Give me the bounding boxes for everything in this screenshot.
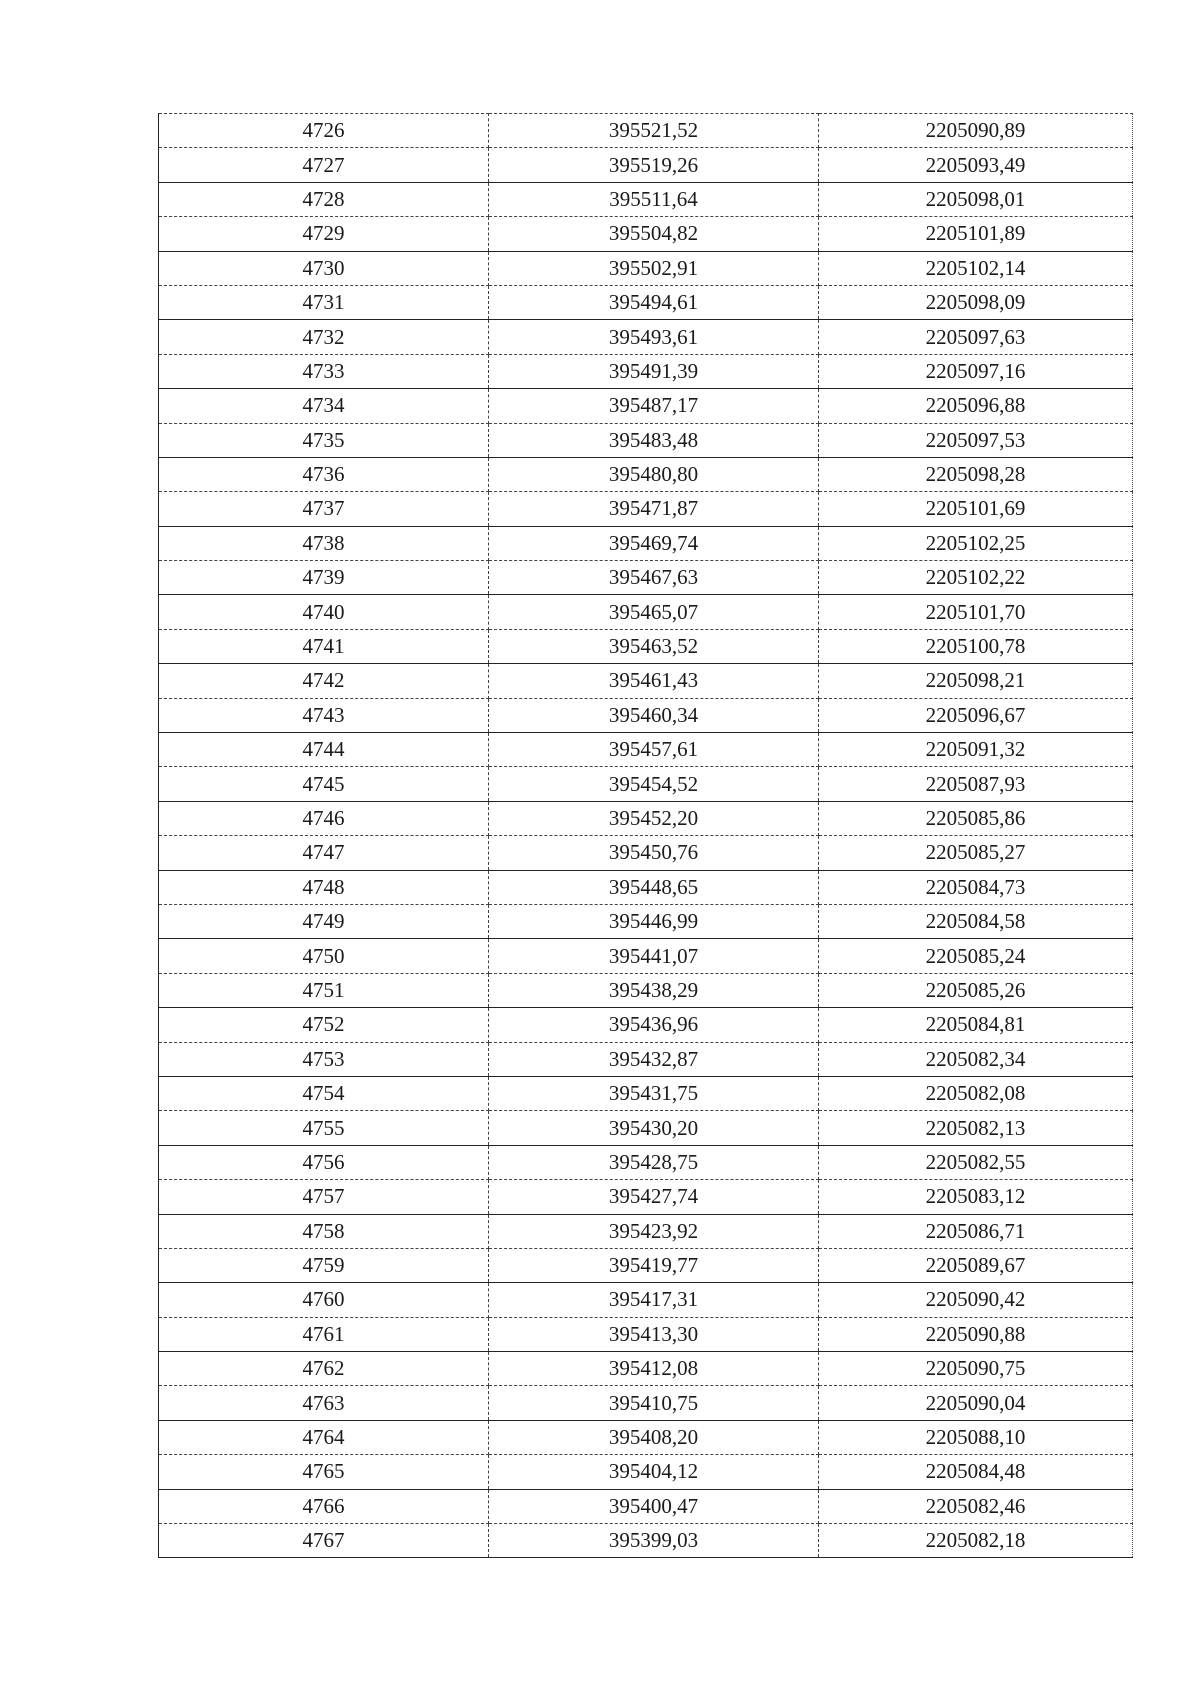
point-number-cell: 4753 [159, 1042, 489, 1076]
x-coordinate-cell: 395404,12 [489, 1455, 819, 1489]
x-coordinate-cell: 395427,74 [489, 1180, 819, 1214]
point-number-cell: 4752 [159, 1008, 489, 1042]
table-row [159, 1455, 1133, 1489]
table-row [159, 423, 1133, 457]
table-row [159, 148, 1133, 182]
table-row [159, 1489, 1133, 1523]
table-row [159, 698, 1133, 732]
point-number-cell: 4756 [159, 1145, 489, 1179]
x-coordinate-cell: 395410,75 [489, 1386, 819, 1420]
point-number-cell: 4731 [159, 285, 489, 319]
x-coordinate-cell: 395502,91 [489, 251, 819, 285]
table-row [159, 1180, 1133, 1214]
x-coordinate-cell: 395504,82 [489, 217, 819, 251]
x-coordinate-cell: 395412,08 [489, 1352, 819, 1386]
point-number-cell: 4736 [159, 457, 489, 491]
x-coordinate-cell: 395491,39 [489, 354, 819, 388]
x-coordinate-cell: 395448,65 [489, 870, 819, 904]
x-coordinate-cell: 395480,80 [489, 457, 819, 491]
y-coordinate-cell: 2205086,71 [819, 1214, 1133, 1248]
point-number-cell: 4727 [159, 148, 489, 182]
y-coordinate-cell: 2205082,34 [819, 1042, 1133, 1076]
y-coordinate-cell: 2205082,46 [819, 1489, 1133, 1523]
y-coordinate-cell: 2205088,10 [819, 1420, 1133, 1454]
point-number-cell: 4744 [159, 733, 489, 767]
table-row [159, 1214, 1133, 1248]
point-number-cell: 4737 [159, 492, 489, 526]
y-coordinate-cell: 2205084,48 [819, 1455, 1133, 1489]
table-row [159, 939, 1133, 973]
x-coordinate-cell: 395413,30 [489, 1317, 819, 1351]
y-coordinate-cell: 2205085,86 [819, 801, 1133, 835]
table-row [159, 767, 1133, 801]
table-row [159, 870, 1133, 904]
y-coordinate-cell: 2205101,70 [819, 595, 1133, 629]
table-row [159, 1248, 1133, 1282]
x-coordinate-cell: 395471,87 [489, 492, 819, 526]
y-coordinate-cell: 2205090,42 [819, 1283, 1133, 1317]
y-coordinate-cell: 2205082,18 [819, 1524, 1133, 1558]
x-coordinate-cell: 395521,52 [489, 114, 819, 148]
y-coordinate-cell: 2205084,73 [819, 870, 1133, 904]
table-row [159, 664, 1133, 698]
x-coordinate-cell: 395438,29 [489, 973, 819, 1007]
x-coordinate-cell: 395487,17 [489, 389, 819, 423]
y-coordinate-cell: 2205089,67 [819, 1248, 1133, 1282]
x-coordinate-cell: 395400,47 [489, 1489, 819, 1523]
point-number-cell: 4751 [159, 973, 489, 1007]
table-row [159, 217, 1133, 251]
y-coordinate-cell: 2205082,55 [819, 1145, 1133, 1179]
table-row [159, 836, 1133, 870]
table-row [159, 114, 1133, 148]
y-coordinate-cell: 2205082,13 [819, 1111, 1133, 1145]
table-row [159, 1420, 1133, 1454]
y-coordinate-cell: 2205101,89 [819, 217, 1133, 251]
x-coordinate-cell: 395408,20 [489, 1420, 819, 1454]
table-row [159, 973, 1133, 1007]
y-coordinate-cell: 2205084,81 [819, 1008, 1133, 1042]
y-coordinate-cell: 2205096,88 [819, 389, 1133, 423]
y-coordinate-cell: 2205102,22 [819, 561, 1133, 595]
point-number-cell: 4738 [159, 526, 489, 560]
point-number-cell: 4739 [159, 561, 489, 595]
x-coordinate-cell: 395436,96 [489, 1008, 819, 1042]
table-row [159, 492, 1133, 526]
point-number-cell: 4741 [159, 629, 489, 663]
point-number-cell: 4728 [159, 182, 489, 216]
table-row [159, 561, 1133, 595]
x-coordinate-cell: 395452,20 [489, 801, 819, 835]
point-number-cell: 4747 [159, 836, 489, 870]
y-coordinate-cell: 2205102,14 [819, 251, 1133, 285]
x-coordinate-cell: 395511,64 [489, 182, 819, 216]
x-coordinate-cell: 395419,77 [489, 1248, 819, 1282]
table-row [159, 595, 1133, 629]
point-number-cell: 4734 [159, 389, 489, 423]
y-coordinate-cell: 2205082,08 [819, 1076, 1133, 1110]
x-coordinate-cell: 395454,52 [489, 767, 819, 801]
x-coordinate-cell: 395450,76 [489, 836, 819, 870]
point-number-cell: 4742 [159, 664, 489, 698]
point-number-cell: 4740 [159, 595, 489, 629]
y-coordinate-cell: 2205098,01 [819, 182, 1133, 216]
y-coordinate-cell: 2205090,75 [819, 1352, 1133, 1386]
x-coordinate-cell: 395428,75 [489, 1145, 819, 1179]
y-coordinate-cell: 2205100,78 [819, 629, 1133, 663]
y-coordinate-cell: 2205098,21 [819, 664, 1133, 698]
x-coordinate-cell: 395465,07 [489, 595, 819, 629]
x-coordinate-cell: 395460,34 [489, 698, 819, 732]
x-coordinate-cell: 395441,07 [489, 939, 819, 973]
y-coordinate-cell: 2205085,26 [819, 973, 1133, 1007]
y-coordinate-cell: 2205083,12 [819, 1180, 1133, 1214]
x-coordinate-cell: 395430,20 [489, 1111, 819, 1145]
point-number-cell: 4758 [159, 1214, 489, 1248]
point-number-cell: 4750 [159, 939, 489, 973]
point-number-cell: 4726 [159, 114, 489, 148]
x-coordinate-cell: 395461,43 [489, 664, 819, 698]
x-coordinate-cell: 395493,61 [489, 320, 819, 354]
y-coordinate-cell: 2205085,24 [819, 939, 1133, 973]
coordinates-table-body [159, 114, 1133, 1558]
y-coordinate-cell: 2205101,69 [819, 492, 1133, 526]
y-coordinate-cell: 2205091,32 [819, 733, 1133, 767]
y-coordinate-cell: 2205087,93 [819, 767, 1133, 801]
point-number-cell: 4755 [159, 1111, 489, 1145]
table-row [159, 1317, 1133, 1351]
point-number-cell: 4760 [159, 1283, 489, 1317]
y-coordinate-cell: 2205096,67 [819, 698, 1133, 732]
x-coordinate-cell: 395463,52 [489, 629, 819, 663]
table-row [159, 1111, 1133, 1145]
point-number-cell: 4746 [159, 801, 489, 835]
x-coordinate-cell: 395519,26 [489, 148, 819, 182]
point-number-cell: 4729 [159, 217, 489, 251]
point-number-cell: 4766 [159, 1489, 489, 1523]
table-row [159, 1386, 1133, 1420]
table-row [159, 285, 1133, 319]
y-coordinate-cell: 2205097,53 [819, 423, 1133, 457]
point-number-cell: 4767 [159, 1524, 489, 1558]
table-row [159, 182, 1133, 216]
table-row [159, 629, 1133, 663]
x-coordinate-cell: 395467,63 [489, 561, 819, 595]
point-number-cell: 4749 [159, 904, 489, 938]
point-number-cell: 4764 [159, 1420, 489, 1454]
y-coordinate-cell: 2205098,09 [819, 285, 1133, 319]
table-row [159, 1352, 1133, 1386]
table-row [159, 733, 1133, 767]
y-coordinate-cell: 2205085,27 [819, 836, 1133, 870]
point-number-cell: 4743 [159, 698, 489, 732]
table-row [159, 1524, 1133, 1558]
y-coordinate-cell: 2205090,89 [819, 114, 1133, 148]
table-row [159, 389, 1133, 423]
y-coordinate-cell: 2205090,88 [819, 1317, 1133, 1351]
table-row [159, 1008, 1133, 1042]
y-coordinate-cell: 2205098,28 [819, 457, 1133, 491]
point-number-cell: 4735 [159, 423, 489, 457]
point-number-cell: 4763 [159, 1386, 489, 1420]
x-coordinate-cell: 395431,75 [489, 1076, 819, 1110]
point-number-cell: 4745 [159, 767, 489, 801]
point-number-cell: 4732 [159, 320, 489, 354]
x-coordinate-cell: 395469,74 [489, 526, 819, 560]
point-number-cell: 4761 [159, 1317, 489, 1351]
table-row [159, 320, 1133, 354]
x-coordinate-cell: 395417,31 [489, 1283, 819, 1317]
table-row [159, 457, 1133, 491]
x-coordinate-cell: 395446,99 [489, 904, 819, 938]
point-number-cell: 4762 [159, 1352, 489, 1386]
point-number-cell: 4757 [159, 1180, 489, 1214]
y-coordinate-cell: 2205097,16 [819, 354, 1133, 388]
table-row [159, 801, 1133, 835]
point-number-cell: 4730 [159, 251, 489, 285]
table-row [159, 904, 1133, 938]
point-number-cell: 4754 [159, 1076, 489, 1110]
table-row [159, 1283, 1133, 1317]
point-number-cell: 4759 [159, 1248, 489, 1282]
table-row [159, 1076, 1133, 1110]
x-coordinate-cell: 395423,92 [489, 1214, 819, 1248]
point-number-cell: 4733 [159, 354, 489, 388]
point-number-cell: 4765 [159, 1455, 489, 1489]
y-coordinate-cell: 2205090,04 [819, 1386, 1133, 1420]
table-row [159, 1145, 1133, 1179]
table-row [159, 1042, 1133, 1076]
x-coordinate-cell: 395457,61 [489, 733, 819, 767]
y-coordinate-cell: 2205093,49 [819, 148, 1133, 182]
x-coordinate-cell: 395494,61 [489, 285, 819, 319]
point-number-cell: 4748 [159, 870, 489, 904]
x-coordinate-cell: 395432,87 [489, 1042, 819, 1076]
coordinates-table [158, 113, 1133, 1558]
y-coordinate-cell: 2205097,63 [819, 320, 1133, 354]
x-coordinate-cell: 395483,48 [489, 423, 819, 457]
table-row [159, 526, 1133, 560]
y-coordinate-cell: 2205084,58 [819, 904, 1133, 938]
table-row [159, 251, 1133, 285]
y-coordinate-cell: 2205102,25 [819, 526, 1133, 560]
table-row [159, 354, 1133, 388]
x-coordinate-cell: 395399,03 [489, 1524, 819, 1558]
